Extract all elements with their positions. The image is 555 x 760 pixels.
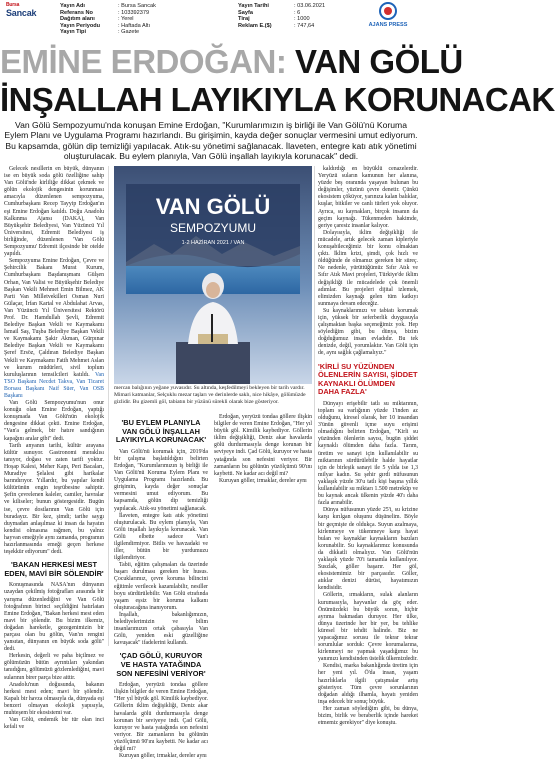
- logo-part1: Bursa: [6, 2, 20, 8]
- column-divider: [108, 166, 109, 646]
- headline-subject: VAN GÖLÜ: [295, 43, 463, 80]
- article-column-2: [114, 414, 208, 760]
- meta-value: : 103392379: [118, 9, 150, 16]
- meta-value: : Haftada Altı: [118, 22, 151, 29]
- newspaper-logo: [6, 2, 52, 18]
- agency-circle-icon: [379, 2, 397, 20]
- event-photo: [114, 166, 312, 384]
- subheading: 'KİRLİ SU YÜZÜNDEN ÖLENLERİN SAYISI, ŞİDDET KAYNAKLI ÖLÜMDEN DAHA FAZLA': [318, 361, 418, 397]
- banner-title-1: VAN GÖLÜ: [155, 194, 271, 219]
- meta-key: Tiraj: [238, 16, 250, 23]
- paragraph: Dünya nüfusunun yüzde 25'i, su krizine karşı kırılgan oluşunu düşünelim. Böyle bir geçmişte de oldukça. Suyun azalmaya, kirlenmeye ve tükenmeye karşı hayat bulan ve kaynaklar kaynakların bazıları korunabilir. Su kaynaklarımız konusunda da dikkatli olmalıyız. Van Gölü'nün yaklaşık yüzde 70'i tamamla kullanılıyor. Suszlak, göller başarır. Her göl, ekosistemimiz bir parçasıdır. Göller, atıklar denizi dürüst, hayatımızın kendisidir.: [318, 507, 418, 592]
- subheading: 'BU EYLEM PLANIYLA VAN GÖLÜ İNŞALLAH LAYIKIYLA KORUNACAK': [115, 418, 207, 445]
- paragraph-text: Sempozyuma Emine Erdoğan, Çevre ve Şehircilik Bakanı Murat Kurum, Cumhurbaşkanı Başdanışmanı Gülşen Orhan, Van Valisi ve Büyükşehir Belediye Başkan Vekili Mehmet Emin Bilmez, AK Parti Van Milletvekilleri Osman Nuri Gülaçar, İrfan Kartal ve Abdulahat Arvas, Van Yüzüncü Yıl Üniversitesi Rektörü Prof. Dr. Hamdullah Şevli, Edremit Belediye Başkan Vekili ve Kaymakamı İsmail Saş, Tuşba Belediye Başkan Vekili ve Kaymakamı Şakir Akman, Gürpınar Belediye Başkan Vekili ve Kaymakamı Şeref Ersöz, Çaldıran Belediye Başkan Vekili ve Kaymakamı Fatih Mehmet Aslan ve kurum müdürleri, sivil toplum kuruluşlarının temsilcileri katıldı.: [4, 258, 104, 378]
- banner-date: 1-2 HAZİRAN 2021 / VAN: [181, 240, 245, 246]
- meta-key: Yayın Tipi: [60, 29, 87, 36]
- paragraph: Su kaynaklarımızı ve tabiatı korumak için, yüksek bir seferberlik duygusuyla çalışmaktan başka seçeneğimiz yok. Hep söylediğim gibi, bu dünya, bizim doğduğumuz insan evladıdır. Bu tek denizde, değil, yorumlaktır. Van Gölü için de, aynı sağlık çağlamalıyız.": [318, 307, 418, 357]
- subheading: 'ÇAD GÖLÜ, KURUYOR VE HASTA YATAĞINDA SON NEFESİNİ VERİYOR': [116, 651, 206, 678]
- article-column-1: [4, 166, 104, 731]
- meta-value: : Yerel: [118, 16, 134, 23]
- paragraph: [4, 258, 104, 400]
- meta-row: [238, 10, 325, 17]
- press-meta-header: [0, 0, 422, 34]
- paragraph: Herkesin, değerli ve paha biçilmez ve gölümüzün bütün ayrıntıları yakından tanıdığını, gölümüzü gözlemlediğini, mavi sularının birer parça bize aittir.: [4, 653, 104, 681]
- paragraph: Erdoğan, yeryüzü tondaa göllere ilişkin bilgiler de veren Emine Erdoğan, "Her yıl büyük göl. Kimilik kaybediyor. Göllerin iklim değişikliği, Deniz akar havalarda gölü durdurmasıyla denge korunan bir seviyeye indi. Çad Gölü, kuruyor ve hasta yatağında son nefesini veriyor. Bir zamanların bu gölünün yüzölçümü 90'ını kaybetti. Ne kadar acı değil mi?: [214, 414, 312, 477]
- paragraph: Konuşmasında NASA'nın dünyanın uzaydan çekilmiş fotoğrafları arasında bir yarışma düzenlediğini ve Van Gölü fotoğrafının birinci seçildiğini hatırlatan Emine Erdoğan, "Bakan herkesi mest eden mavi bir şölendir. Bu bizim ilkemiz, doğadan hareketle, gezegenimizin bir parçası olan bu gölün, Van'ın rengini yansıtan, dünyanın en büyük soda gölü" dedi.: [4, 582, 104, 653]
- paragraph: Tarih anyanın tarihi, kültür arayana kültür sunuyor. Gastronomi meraklısı tanıyor, doğası ve zaten tarifi yoktur. Hoşap Kalesi, Meher Kapı, Peri Bacaları, Muradiye Şelalesi gibi harikalar barındırıyor. Yıllardır, bu yapılar kendi kültürünün engin teşrübesine sahiptir. Şefin çevrelenen kaleler, camiler, havralar ve kiliseler; bunun göstergesidir. Bugün ise, çevre dostlarının Van Gölü için buradayız. Bir kez, şimdi; tarihe saygı duymadan anlaşılmaz ki insan da hayatın kendisi olmasına rağmen, bu yalnız hayvan emeğiyle aynı zamanda, programın hazırlanmasında emeği geçen herkese teşekkür ediyorum" dedi.: [4, 442, 104, 556]
- article-column-4: [318, 166, 418, 727]
- highlighted-text: Van TSO Başkanı Necdet Takva, Van Ticaret Borsası Başkanı Naif Süer, Van OSB Başkanı: [4, 371, 104, 399]
- paragraph: İnşallah, bakanlığımızın, belediyelerimizin ve bilim insanlarımızın ortak çabasıyla Van Gölü, yeniden eski güzelliğine kavuşacak" ifadelerini kullandı.: [114, 611, 208, 647]
- paragraph: Van Gölü'nü korumak için, 2019'da bir çalışma başlatıldığını belirten Erdoğan, "Kurumlarımızın iş birliği ile Van Gölü'nü Koruma Eylem Planı ve Uygulama Programı hazırlandı. Bu girişimin, kayda değer sonuçlar vermesini umut ediyorum. Bu kapsamda, gölün dip temizliği yapılacak. Atık-su yönetimi sağlanacak.: [114, 448, 208, 512]
- paragraph: Erdoğan, yeryüzü tondaa göllere ilişkin bilgiler de veren Emine Erdoğan, "Her yıl büyük göl. Kimilik kaybediyor. Göllerin iklim değişikliği, Deniz akar havalarda gölü durdurmasıyla denge korunan bir seviyeye indi. Çad Gölü, kuruyor ve hasta yatağında son nefesini veriyor. Bir zamanların bu gölünün yüzölçümü 90'ını kaybetti. Ne kadar acı değil mi?: [114, 682, 208, 753]
- meta-left-column: [60, 3, 156, 36]
- meta-key: Yayın Tarihi: [238, 3, 269, 9]
- meta-key: Yayın Adı: [60, 3, 85, 9]
- meta-key: Dağıtım alanı: [60, 16, 95, 23]
- meta-value: : 03.06.2021: [294, 3, 326, 9]
- podium: [176, 342, 250, 384]
- paragraph: Her zaman söylediğim gibi, bu dünya, bizim, birlik ve beraberlik içinde hareket etmemiz gerekiyor" diye konuştu.: [318, 705, 418, 727]
- paragraph: Van Gölü, endemik bir tür olan inci kefali ve: [4, 717, 104, 731]
- meta-row: [60, 3, 156, 10]
- meta-row: [60, 29, 156, 36]
- meta-row: [60, 10, 156, 17]
- paragraph: Göllerin, ırmakların, sulak alanların kurumasıyla, hayvanlar da göç eder. Önümüzdeki bu büyük sorun, hiçbir ayrıma bakmadan duruyor. Her ülke, dünya üzerinde her bir yer, bu tehlike küresel bir tehdit halinde. Biz ne yapacağımız sorusu ile tekrar tekrar sorumlular sorduk: Çevre korumalarına, kirlenmeyi ne yapmak yaşadığımız bu yanımızı kendisinden üstelik ülkemizdedir.: [318, 592, 418, 663]
- paragraph: Tabii, eğitim çalışmaları da üzerinde başarı durulması gereken bir husus. Çocuklarımız, çevre koruma bilincini eğitimle verilecek kazanılabilir, nesiller boyu sürdürülebilir. Van Gölü etrafında yaşam eşsiz bir koruma kalkanı oluşturacağına inanıyorum.: [114, 562, 208, 611]
- meta-row: [60, 16, 156, 23]
- headline-speaker: EMİNE ERDOĞAN:: [0, 43, 296, 80]
- meta-key: Referans No: [60, 9, 93, 16]
- meta-value: : 6: [294, 9, 301, 16]
- column-divider: [314, 166, 315, 646]
- paragraph: Kuruyan göller, irmaklar, dereler aynı: [119, 753, 207, 760]
- paragraph: Van Gölü Sempozyumu'nun onur konuğu olan Emine Erdoğan, yaptığı konuşmada Van Gölü'nün ekolojik dengesine dikkat çekti. Emine Erdoğan, "Van'a gelmek, bir hatıre sandığının kapağını aralar gibi" dedi.: [4, 400, 104, 442]
- paragraph: kaldırdığı en büyüklü cenazelerdir. Yeryüzü suların kamunun her alanına, yüzde beş oranında yaşayan bulunan bu değişimler, yüzünü çevre denetir. Çünkü ekosistem çöküyor, yarınıza kalan balıklar, kuşlar, bitkiler ve canlı türleri yok oluyor. Ayrıca, su kaynakları, birçok insanın da geçim kaynağı. Tükenmeden hakimde, geriye çaresiz insanlar kalıyor.: [318, 166, 418, 229]
- subheading: 'BAKAN HERKESİ MEST EDEN, MAVİ BİR SÖLENDİR': [4, 560, 104, 578]
- article-column-3: [214, 414, 312, 650]
- paragraph: Kuruyan göller, irmaklar, dereler aynı: [219, 477, 307, 484]
- meta-row: [60, 23, 156, 30]
- paragraph: Kendisi, marka bakanlığında üretim için her yeni yıl. Ö'da insan, yaşam hazırlıklarla ilgili çatışmalar artış gösteriyor. Tüm çevre sorunlarının doğadan aldığı ilhamla, hayatı yeniden inşa edecek bir sonuç büyük.: [318, 663, 418, 705]
- meta-value: : 747,64: [294, 22, 315, 29]
- paragraph: Anadolu'nun doğusunda, bakanın herkesi mest eden; mavi bir şölendir. Kapalı bir havza olmasıyla da, dünyada eşi benzeri olmayan ekolojik yapısıyla, muhteşem bir ekosistemi var.: [4, 681, 104, 717]
- meta-key: Sayfa: [238, 9, 253, 16]
- paragraph: Dolayısıyla, iklim değişikliği ile mücadele, artık gelecek zaman kipleriyle konuşabileceğimiz bir konu olmaktan çıktı. İklim krizi, şimdi, çok hızlı ve öldüğünde de olmamız gereken bir süreç. Ne nedenle, yürüttüğümüz Sıfır Atık ve Sıfır Atık Mavi projeleri, Türkiye'de iklim değişikliği ile mücadelede çok önemli adımlar. Bu projeleri dijital izlemek, elimizden kaynağı gelen tüm katkıyı sunmaya devam edeceğiz.: [318, 229, 418, 307]
- meta-key: Reklam E.($): [238, 22, 272, 29]
- photo-illustration: [114, 166, 312, 384]
- meta-row: [238, 3, 325, 10]
- photo-caption: mercan balığının yeğane yuvasıdır. Su altında, keşfedilmeyi bekleyen bir tarih vardır. Mimari katmanlar, Selçuklu mezar taşları ve derinlerde saklı, nice hikâye, gölümüzde gizlidir. Bu gizemli göl, tabiatın bir yüzünü sürekli olarak bize gösteriyor.: [114, 385, 306, 405]
- agency-logo: [360, 2, 416, 28]
- meta-row: [238, 23, 325, 30]
- headline-line-1: [0, 43, 463, 80]
- agency-label: AJANS PRESS: [368, 22, 408, 28]
- paragraph: Dünyayı erişebilir tatlı su miktarının, toplam su varlığının yüzde 1'inden az olduğunu, kiresel olarak, her 10 insandan 3'ünün güvenli içme suyu erişimi olmadığını belirten Erdoğan, "Kirli su yüzünden ölenlerin sayısı, bugün şiddet kaynaklı ölümden daha fazla. Tarım, üretim ve sanayi için kullanılabilir su miktarının sürdürülebilir halde hayatlar için de birleşik sanayi ile 5 yılda ise 1,3 milyar kadın. Su şehir gırdi nüfusunun yaklaşık yüzde 30'u tatlı kişi başına yıllık kullanılabilir su miktarı 1.500 metreküp ve bu kaynak ancak ülkenin yüzde 40'ı daha fazla arınabilir.: [318, 400, 418, 507]
- meta-row: [238, 16, 325, 23]
- paragraph: İlaveten, entegre katı atık yönetimi oluşturulacak. Bu eylem planıyla, Van Gölü inşallah layıkıyla korunacak. Van Gölü elbette sadece Van'ı ilgilendirmiyor. Bitlis ve havzadaki ve iller, bütün bir yurdumuzu ilgilendiriyor.: [114, 512, 208, 562]
- banner-title-2: SEMPOZYUMU: [169, 221, 257, 235]
- paragraph: Gelecek nesillerin en büyük, dünyanın ise en büyük soda gölü özelliğine sahip Van Gölü'nde kirliliğe dikkat çekmek ve gölün ekolojik dengesinin korunması amacıyla düzenlenen sempozyuma, Cumhurbaşkanı Recep Tayyip Erdoğan'ın eşi Emine Erdoğan katıldı. Doğu Anadolu Kalkınma Ajansı (DAKA), Van Büyükşehir Belediyesi, Van Yüzüncü Yıl Üniversitesi, Edremit Belediyesi iş birliğinde, düzenlenen 'Van Gölü Sempozyumu' Edremit ilçesinde bir otelde yapıldı.: [4, 166, 104, 258]
- meta-value: : 1000: [294, 16, 310, 23]
- article-lede: Van Gölü Sempozyumu'nda konuşan Emine Erdoğan, "Kurumlarımızın iş birliği ile Van Gölü'nü Koruma Eylem Planı ve Uygulama Programı hazırlandı. Bu girişimin, kayda değer sonuçlar vermesini umut ediyorum. Bu kapsamda, gölün dip temizliği yapılacak. Atık-su yönetimi sağlanacak. İlaveten, entegre katı atık yönetimi oluşturulacak. Bu eylem planıyla, Van Gölü inşallah layıkıyla korunacak" dedi.: [4, 120, 418, 162]
- logo-part2: Sancak: [6, 8, 37, 18]
- meta-key: Yayın Periyodu: [60, 22, 101, 29]
- headline-line-2: İNŞALLAH LAYIKIYLA KORUNACAK: [0, 81, 555, 118]
- meta-value: : Bursa Sancak: [118, 3, 156, 9]
- meta-value: : Gazete: [118, 29, 140, 36]
- meta-right-column: [238, 3, 325, 29]
